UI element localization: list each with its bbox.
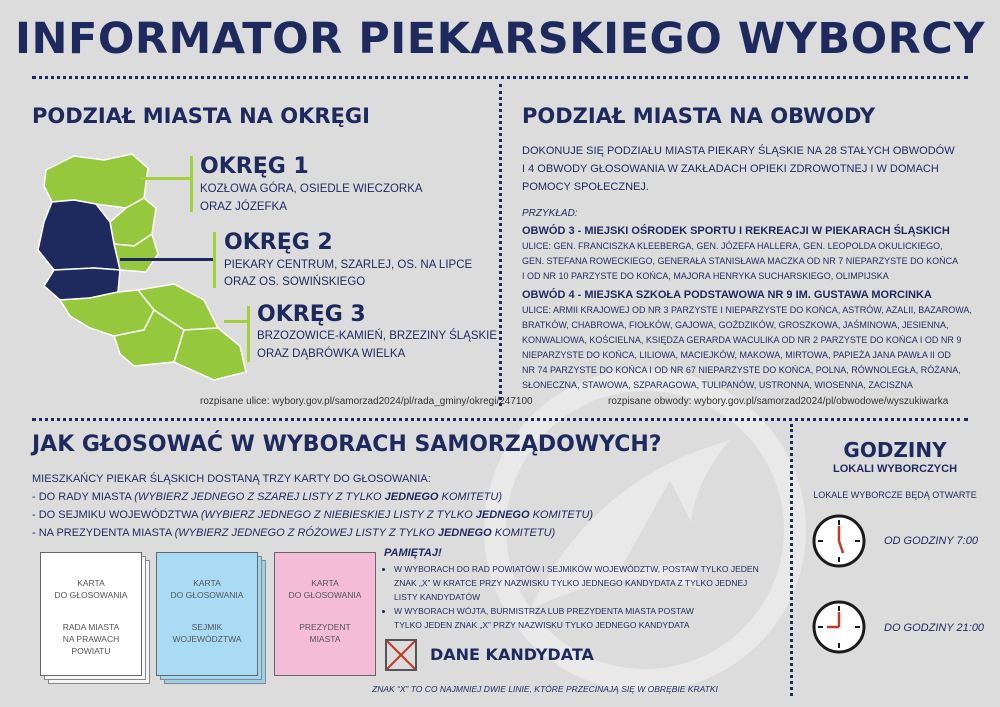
okregi-link[interactable]: rozpisane ulice: wybory.gov.pl/samorzad2024/pl/rada_gminy/okregi/247100: [200, 396, 533, 407]
ballot-item-note-end: KOMITETU): [491, 527, 556, 539]
remember-line: ZNAK „X” W KRATCE PRZY NAZWISKU TYLKO JEDNEGO KANDYDATA Z TYLKO JEDNEJ: [394, 578, 748, 588]
obwod3-title: OBWÓD 3 - MIEJSKI OŚRODEK SPORTU I REKREACJI W PIEKARACH ŚLĄSKICH: [522, 225, 950, 237]
page-title: INFORMATOR PIEKARSKIEGO WYBORCY: [14, 14, 985, 64]
okregi-heading: PODZIAŁ MIASTA NA OKRĘGI: [32, 104, 370, 128]
card-type: MIASTA: [309, 634, 341, 644]
remember-item-1: [394, 562, 759, 604]
obwod4-street-line: ULICE: ARMII KRAJOWEJ OD NR 3 PARZYSTE I NIEPARZYSTE DO KOŃCA, ASTRÓW, AZALII, BAZAROWA,: [522, 305, 972, 315]
card-type: POWIATU: [71, 646, 111, 656]
okreg2-bracket: [213, 232, 216, 288]
ballot-card-prezydent: [274, 552, 376, 676]
card-label: DO GŁOSOWANIA: [170, 590, 244, 600]
obwod3-street-line: I OD NR 10 PARZYSTE DO KOŃCA, MAJORA HENRYKA SUCHARSKIEGO, OLIMPIJSKA: [522, 271, 889, 281]
znak-note: ZNAK “X” TO CO NAJMNIEJ DWIE LINIE, KTÓRE PRZECINAJĄ SIĘ W OBRĘBIE KRATKI: [372, 684, 718, 694]
ballot-item-note: (WYBIERZ JEDNEGO Z RÓŻOWEJ LISTY Z TYLKO: [174, 527, 438, 539]
okreg1-title: OKRĘG 1: [200, 154, 309, 179]
example-label: PRZYKŁAD:: [522, 208, 578, 219]
okreg3-bracket: [247, 306, 250, 362]
ballot-card-rada: [40, 552, 142, 676]
ballot-item-prezydent: [32, 524, 555, 542]
card-type: RADA MIASTA: [62, 622, 120, 632]
ballot-item-bold: JEDNEGO: [437, 527, 492, 539]
godziny-heading: GODZINY: [843, 438, 947, 462]
godziny-from: OD GODZINY 7:00: [884, 535, 978, 547]
remember-item-2: [394, 604, 759, 632]
ballot-item-note: (WYBIERZ JEDNEGO Z SZAREJ LISTY Z TYLKO: [134, 491, 385, 503]
okreg2-desc-line2: ORAZ OS. SOWIŃSKIEGO: [224, 276, 366, 288]
middle-divider: [32, 418, 968, 421]
okreg3-desc-line2: ORAZ DĄBRÓWKA WIELKA: [257, 348, 406, 360]
card-type: PREZYDENT: [299, 622, 351, 632]
ballot-item-bold: JEDNEGO: [384, 491, 439, 503]
jak-intro: MIESZKAŃCY PIEKAR ŚLĄSKICH DOSTANĄ TRZY KARTY DO GŁOSOWANIA:: [32, 473, 431, 485]
obwod4-street-line: BRATKÓW, CHABROWA, FIOŁKÓW, GAJOWA, GOŹDZIKÓW, GROSZKOWA, JAŚMINOWA, JESIENNA,: [522, 320, 949, 330]
clock-7-icon: [812, 514, 866, 568]
godziny-to: DO GODZINY 21:00: [884, 622, 985, 634]
okreg1-desc-line1: KOZŁOWA GÓRA, OSIEDLE WIECZORKA: [200, 183, 423, 195]
remember-line: • W WYBORACH WÓJTA, BURMISTRZA LUB PREZYDENTA MIASTA POSTAW: [394, 606, 694, 616]
obwody-intro-line2: I 4 OBWODY GŁOSOWANIA W ZAKŁADACH OPIEKI ZDROWOTNEJ I W DOMACH: [522, 163, 939, 175]
remember-line: TYLKO JEDEN ZNAK „X” PRZY NAZWISKU TYLKO JEDNEGO KANDYDATA: [394, 620, 690, 630]
ballot-item-main: - DO RADY MIASTA: [32, 491, 135, 503]
ballot-item-bold: JEDNEGO: [475, 509, 530, 521]
card-type: WOJEWÓDZTWA: [172, 634, 242, 644]
ballot-item-main: - DO SEJMIKU WOJEWÓDZTWA: [32, 509, 201, 521]
ballot-item-note-end: KOMITETU): [438, 491, 503, 503]
remember-line: LISTY KANDYDATÓW: [394, 592, 481, 602]
jak-heading: JAK GŁOSOWAĆ W WYBORACH SAMORZĄDOWYCH?: [32, 432, 662, 457]
top-vertical-divider: [499, 84, 502, 406]
okreg3-title: OKRĘG 3: [257, 302, 366, 327]
okreg2-title: OKRĘG 2: [224, 230, 333, 255]
title-divider: [32, 76, 968, 79]
okreg1-bracket: [190, 156, 193, 212]
card-label: KARTA: [193, 578, 221, 588]
ballot-item-note-end: KOMITETU): [529, 509, 594, 521]
obwod3-street-line: ULICE: GEN. FRANCISZKA KLEEBERGA, GEN. JÓZEFA HALLERA, GEN. LEOPOLDA OKULICKIEGO,: [522, 241, 943, 251]
ballot-item-rada: [32, 488, 502, 506]
okreg2-connector: [120, 258, 215, 261]
obwod4-street-line: NIEPARZYSTE DO KOŃCA, LILIOWA, MACIEJKÓW, MAKOWA, MIRTOWA, PAPIEŻA JANA PAWŁA II OD: [522, 350, 951, 360]
obwody-intro-line1: DOKONUJE SIĘ PODZIAŁU MIASTA PIEKARY ŚLĄSKIE NA 28 STAŁYCH OBWODÓW: [522, 145, 955, 157]
obwod4-streets: [522, 303, 972, 393]
obwod4-street-line: SŁONECZNA, STAWOWA, SZPARAGOWA, TULIPANÓW, USTRONNA, WIOSENNA, ZACISZNA: [522, 380, 913, 390]
x-checkbox-icon: [384, 638, 418, 672]
card-label: DO GŁOSOWANIA: [288, 590, 362, 600]
remember-line: • W WYBORACH DO RAD POWIATÓW I SEJMIKÓW WOJEWÓDZTW, POSTAW TYLKO JEDEN: [394, 564, 759, 574]
ballot-item-main: - NA PREZYDENTA MIASTA: [32, 527, 175, 539]
okreg2-desc-line1: PIEKARY CENTRUM, SZARLEJ, OS. NA LIPCE: [224, 259, 473, 271]
card-type: SEJMIK: [191, 622, 223, 632]
ballot-item-note: (WYBIERZ JEDNEGO Z NIEBIESKIEJ LISTY Z TYLKO: [200, 509, 476, 521]
card-label: KARTA: [77, 578, 105, 588]
obwod4-street-line: KONWALIOWA, KOŚCIELNA, KSIĘDZA GERARDA WACULIKA OD NR 2 PARZYSTE DO KOŃCA I OD NR 9: [522, 335, 962, 345]
card-type: NA PRAWACH: [62, 634, 120, 644]
obwody-intro-line3: POMOCY SPOŁECZNEJ.: [522, 181, 649, 193]
clock-21-icon: [812, 600, 866, 654]
obwod3-street-line: GEN. STEFANA ROWECKIEGO, GENERAŁA STANISŁAWA MACZKA OD NR 7 NIEPARZYSTE DO KOŃCA: [522, 256, 959, 266]
godziny-open: LOKALE WYBORCZE BĘDĄ OTWARTE: [813, 490, 977, 500]
okreg1-desc-line2: ORAZ JÓZEFKA: [200, 201, 287, 213]
remember-label: PAMIĘTAJ!: [384, 547, 442, 559]
remember-list: [384, 562, 759, 632]
ballot-item-sejmik: [32, 506, 593, 524]
dane-kandydata: DANE KANDYDATA: [430, 645, 594, 664]
card-label: KARTA: [311, 578, 339, 588]
okreg1-connector: [140, 177, 192, 180]
ballot-card-sejmik: [156, 552, 258, 676]
obwody-heading: PODZIAŁ MIASTA NA OBWODY: [522, 104, 876, 128]
obwody-link[interactable]: rozpisane obwody: wybory.gov.pl/samorzad2024/pl/obwodowe/wyszukiwarka: [608, 396, 949, 407]
obwod4-title: OBWÓD 4 - MIEJSKA SZKOŁA PODSTAWOWA NR 9 IM. GUSTAWA MORCINKA: [522, 289, 932, 301]
obwod3-streets: [522, 239, 958, 284]
godziny-subheading: LOKALI WYBORCZYCH: [832, 463, 958, 475]
okreg3-desc-line1: BRZOZOWICE-KAMIEŃ, BRZEZINY ŚLĄSKIE: [257, 330, 498, 342]
obwod4-street-line: NR 74 PARZYSTE DO KOŃCA I OD NR 67 NIEPARZYSTE DO KOŃCA, POLNA, RÓWNOLEGŁA, RÓŻANA,: [522, 365, 961, 375]
card-label: DO GŁOSOWANIA: [54, 590, 128, 600]
